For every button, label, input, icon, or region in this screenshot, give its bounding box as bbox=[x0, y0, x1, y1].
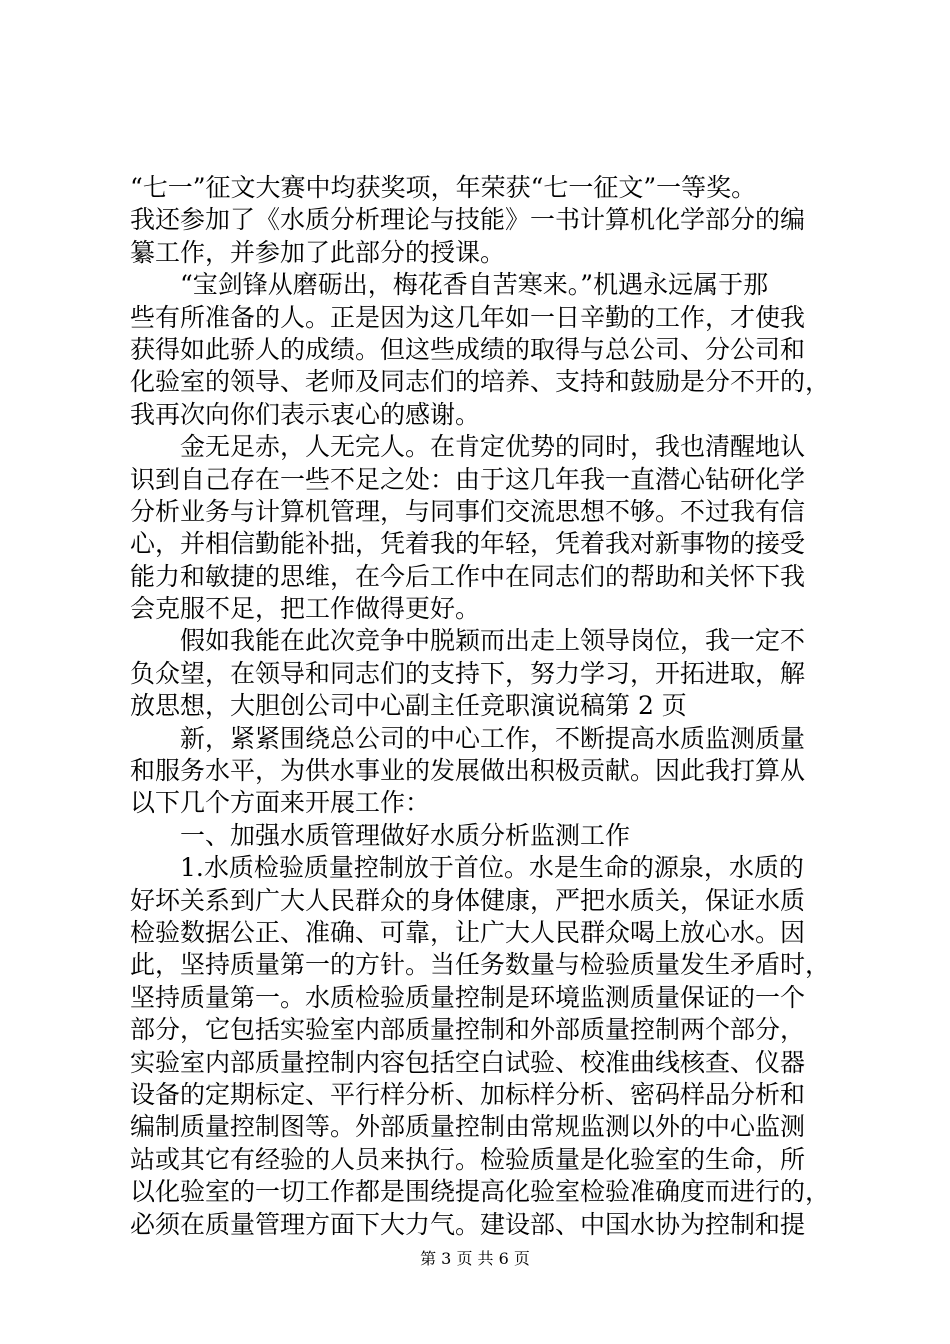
text-line: 1.水质检验质量控制放于首位。水是生命的源泉，水质的 bbox=[130, 853, 804, 883]
text-line: “七一”征文大赛中均获奖项，年荣获“七一征文”一等奖。 bbox=[130, 173, 757, 202]
document-body bbox=[130, 172, 830, 1241]
text-line: 新，紧紧围绕总公司的中心工作，不断提高水质监测质量 bbox=[130, 723, 806, 753]
text-line: 站或其它有经验的人员来执行。检验质量是化验室的生命，所 bbox=[130, 1144, 806, 1174]
text-line: 坚持质量第一。水质检验质量控制是环境监测质量保证的一个 bbox=[130, 982, 806, 1012]
page-number-footer: 第 3 页 共 6 页 bbox=[420, 1249, 530, 1268]
text-line: 我再次向你们表示衷心的感谢。 bbox=[130, 399, 481, 429]
text-line: “宝剑锋从磨砺出，梅花香自苦寒来。”机遇永远属于那 bbox=[130, 270, 769, 300]
text-line: 此，坚持质量第一的方针。当任务数量与检验质量发生矛盾时， bbox=[130, 950, 831, 980]
text-line: 负众望，在领导和同志们的支持下，努力学习，开拓进取，解 bbox=[130, 658, 806, 688]
text-line: 好坏关系到广大人民群众的身体健康，严把水质关，保证水质 bbox=[130, 885, 806, 915]
text-line: 部分，它包括实验室内部质量控制和外部质量控制两个部分， bbox=[130, 1015, 806, 1045]
text-line: 检验数据公正、准确、可靠，让广大人民群众喝上放心水。因 bbox=[130, 917, 806, 947]
text-line: 和服务水平，为供水事业的发展做出积极贡献。因此我打算从 bbox=[130, 756, 806, 786]
text-line: 识到自己存在一些不足之处：由于这几年我一直潜心钻研化学 bbox=[130, 464, 806, 494]
text-line: 以化验室的一切工作都是围绕提高化验室检验准确度而进行的， bbox=[130, 1177, 831, 1207]
text-line: 纂工作，并参加了此部分的授课。 bbox=[130, 237, 506, 267]
text-line: 些有所准备的人。正是因为这几年如一日辛勤的工作，才使我 bbox=[130, 302, 806, 332]
text-line: 金无足赤，人无完人。在肯定优势的同时，我也清醒地认 bbox=[130, 432, 806, 462]
text-line: 能力和敏捷的思维，在今后工作中在同志们的帮助和关怀下我 bbox=[130, 561, 806, 591]
text-line: 假如我能在此次竞争中脱颖而出走上领导岗位，我一定不 bbox=[130, 626, 806, 656]
text-line: 设备的定期标定、平行样分析、加标样分析、密码样品分析和 bbox=[130, 1079, 806, 1109]
section-heading: 一、加强水质管理做好水质分析监测工作 bbox=[130, 820, 631, 850]
text-line: 分析业务与计算机管理，与同事们交流思想不够。不过我有信 bbox=[130, 496, 806, 526]
text-line: 获得如此骄人的成绩。但这些成绩的取得与总公司、分公司和 bbox=[130, 334, 806, 364]
text-line: 放思想，大胆创公司中心副主任竞职演说稿第 2 页 bbox=[130, 691, 687, 721]
text-line: 会克服不足，把工作做得更好。 bbox=[130, 594, 481, 624]
text-line: 以下几个方面来开展工作： bbox=[130, 788, 431, 818]
text-line: 我还参加了《水质分析理论与技能》一书计算机化学部分的编 bbox=[130, 205, 806, 235]
text-line: 必须在质量管理方面下大力气。建设部、中国水协为控制和提 bbox=[130, 1209, 806, 1239]
text-line: 实验室内部质量控制内容包括空白试验、校准曲线核查、仪器 bbox=[130, 1047, 806, 1077]
text-line: 心，并相信勤能补拙，凭着我的年轻，凭着我对新事物的接受 bbox=[130, 529, 806, 559]
text-line: 编制质量控制图等。外部质量控制由常规监测以外的中心监测 bbox=[130, 1112, 806, 1142]
text-line: 化验室的领导、老师及同志们的培养、支持和鼓励是分不开的， bbox=[130, 367, 831, 397]
